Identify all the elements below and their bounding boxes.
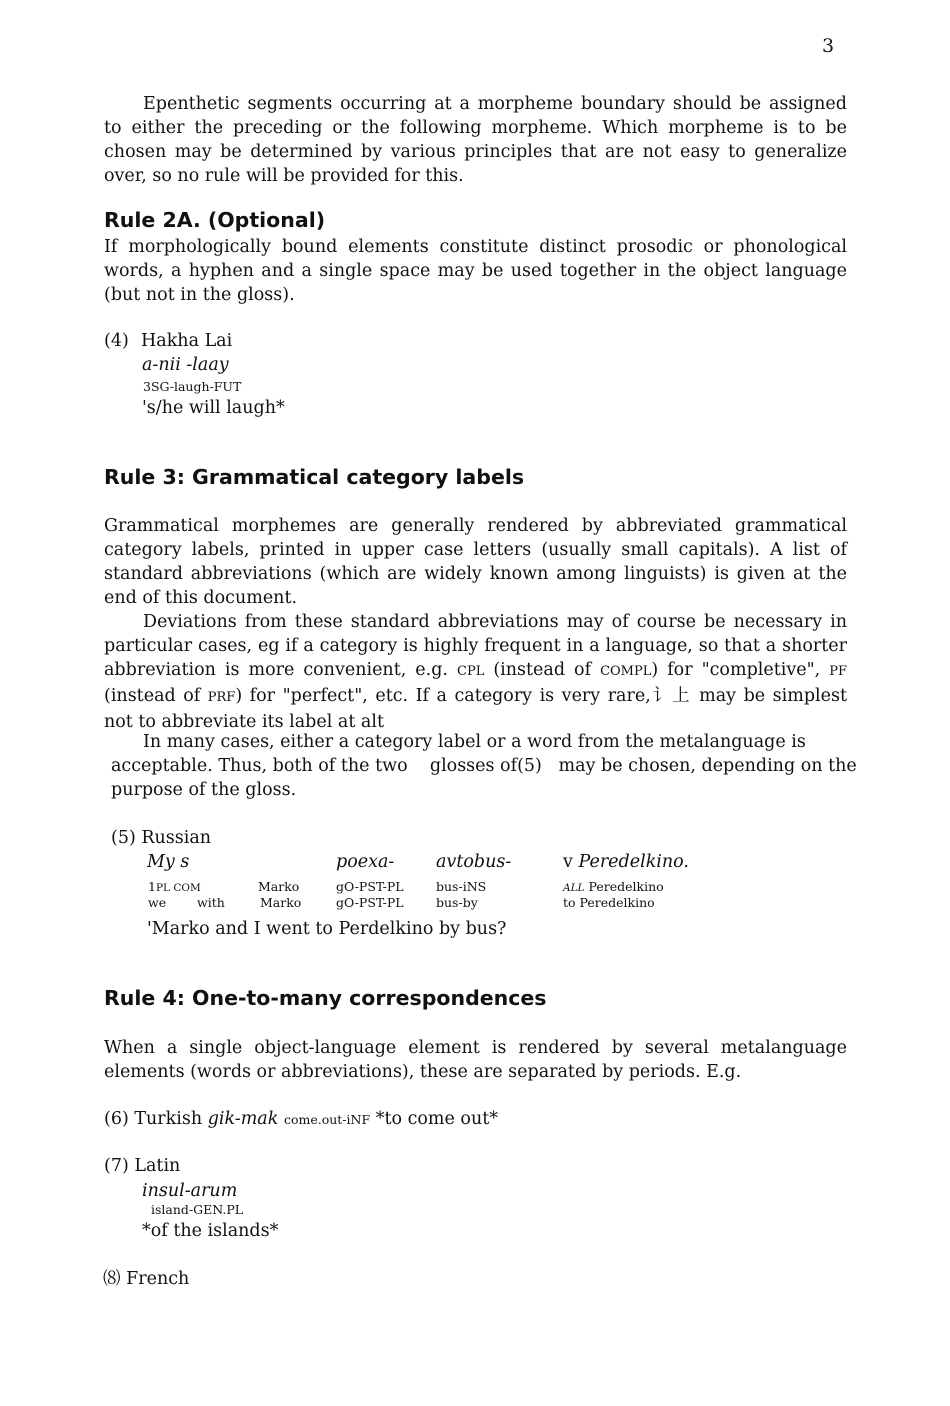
rule-3-paragraph-3-line-3: purpose of the gloss.	[111, 780, 297, 800]
example-4-language: Hakha Lai	[141, 331, 233, 351]
rule-4-text: When a single object-language element is rendered by several metalanguage elements (words or abbreviations), these are separated by periods. E.g.	[104, 1038, 847, 1082]
example-4-gloss: 3SG-laugh-FUT	[143, 379, 242, 394]
example-5-translation: 'Marko and I went to Perdelkino by bus?	[147, 919, 507, 939]
example-7-translation: *of the islands*	[142, 1221, 279, 1241]
rule-4-heading: Rule 4: One-to-many correspondences	[104, 986, 547, 1010]
example-5-gloss-1: ALL Peredelkino	[563, 879, 664, 894]
example-5-word: avtobus-	[436, 852, 512, 872]
example-6: (6) Turkish gik-mak come.out-iNF *to come out*	[104, 1109, 499, 1129]
rule-2a-text: If morphologically bound elements constitute distinct prosodic or phonological words, a hyphen and a single space may be used together in the object language (but not in the gloss).	[104, 237, 847, 305]
example-4-translation: 's/he will laugh*	[142, 398, 285, 418]
example-7-gloss: island-GEN.PL	[151, 1202, 244, 1217]
example-7-header: (7) Latin	[104, 1156, 181, 1176]
example-4-form: a-nii -laay	[142, 355, 229, 375]
rule-3-paragraph-2: Deviations from these standard abbreviations may of course be necessary in particular cases, eg if a category is highly frequent in a language, so that a shorter abbreviation is more convenient, e.g. CPL (instead of COMPL) for "completive", PF (instead of PRF) for "perfect", etc. If a category is very rare,讠上 may be simplest not to abbreviate its label at alt	[104, 612, 848, 732]
example-5-gloss-2: Marko	[260, 895, 302, 910]
rule-3-paragraph-3-line-2: acceptable. Thus, both of the two glosses of(5) may be chosen, depending on the	[111, 756, 857, 776]
example-5-gloss-2: bus-by	[436, 895, 478, 910]
example-5-gloss-1: gO-PST-PL	[336, 879, 404, 894]
rule-3-paragraph-3-line-1: In many cases, either a category label or a word from the metalanguage is	[143, 732, 806, 752]
intro-paragraph: Epenthetic segments occurring at a morpheme boundary should be assigned to either the preceding or the following morpheme. Which morpheme is to be chosen may be determined by various principles that are not easy to generalize over, so no rule will be provided for this.	[104, 94, 847, 186]
example-5-gloss-2: gO-PST-PL	[336, 895, 404, 910]
example-5-word: poexa-	[336, 852, 395, 872]
example-5-word: My s	[147, 852, 190, 872]
example-5-gloss-1: 1PL COM	[148, 879, 201, 894]
example-5-gloss-1: bus-iNS	[436, 879, 487, 894]
rule-2a-heading: Rule 2A. (Optional)	[104, 208, 326, 232]
rule-3-paragraph-1: Grammatical morphemes are generally rendered by abbreviated grammatical category labels, printed in upper case letters (usually small capitals). A list of standard abbreviations (which are widely known among linguists) is given at the end of this document.	[104, 516, 847, 608]
rule-3-heading: Rule 3: Grammatical category labels	[104, 465, 525, 489]
page-number: 3	[822, 35, 835, 57]
example-8: ⑻ French	[103, 1269, 190, 1289]
example-5-gloss-2: to Peredelkino	[563, 895, 655, 910]
example-5-gloss-2: we	[148, 895, 167, 910]
example-5-word: v Peredelkino.	[563, 852, 689, 872]
example-5-header: (5) Russian	[111, 828, 212, 848]
example-5-gloss-2: with	[197, 895, 225, 910]
example-4-number: (4)	[104, 331, 129, 351]
example-7-form: insul-arum	[142, 1181, 238, 1201]
example-5-gloss-1: Marko	[258, 879, 300, 894]
